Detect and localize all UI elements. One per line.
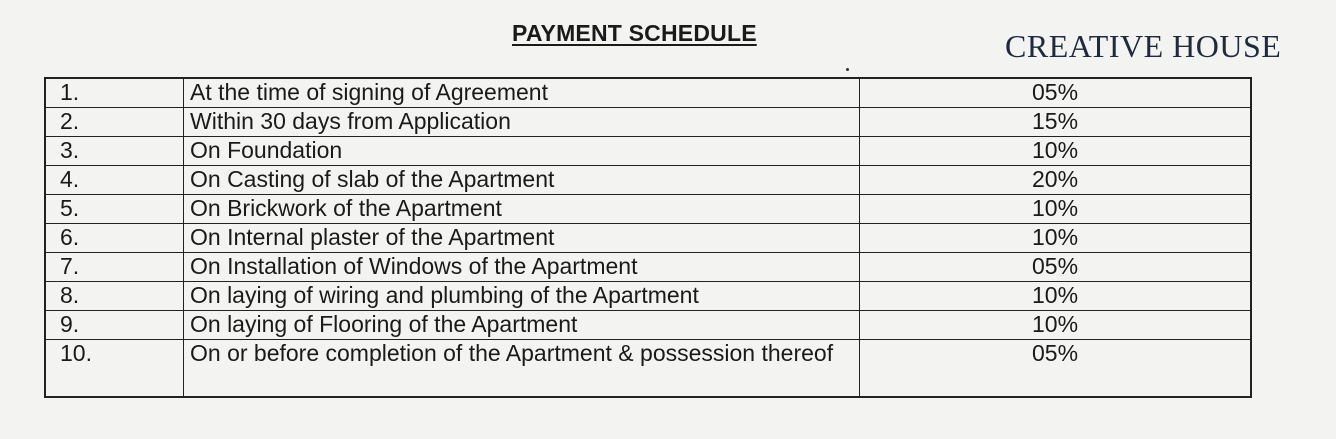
row-number: 1. <box>45 78 184 108</box>
payment-percent: 05% <box>860 253 1252 282</box>
table-row <box>45 195 1251 224</box>
stage-description: On Foundation <box>184 137 860 166</box>
payment-percent: 10% <box>860 137 1252 166</box>
stray-dot <box>846 68 849 71</box>
page-title: PAYMENT SCHEDULE <box>512 20 757 46</box>
table-row <box>45 224 1251 253</box>
table-row <box>45 137 1251 166</box>
stage-description: On laying of Flooring of the Apartment <box>184 311 860 340</box>
stage-description: Within 30 days from Application <box>184 108 860 137</box>
table-row <box>45 253 1251 282</box>
row-number: 9. <box>45 311 184 340</box>
payment-percent: 10% <box>860 311 1252 340</box>
stage-description: On laying of wiring and plumbing of the Apartment <box>184 282 860 311</box>
row-number: 7. <box>45 253 184 282</box>
payment-percent: 20% <box>860 166 1252 195</box>
payment-schedule-table <box>44 77 1252 398</box>
row-number: 10. <box>45 340 184 398</box>
stage-description: On Internal plaster of the Apartment <box>184 224 860 253</box>
row-number: 8. <box>45 282 184 311</box>
stage-description: On or before completion of the Apartment & possession thereof <box>184 340 860 398</box>
table-row <box>45 166 1251 195</box>
brand-name: CREATIVE HOUSE <box>1005 28 1282 64</box>
stage-description: On Casting of slab of the Apartment <box>184 166 860 195</box>
row-number: 3. <box>45 137 184 166</box>
table-row <box>45 108 1251 137</box>
row-number: 5. <box>45 195 184 224</box>
payment-percent: 10% <box>860 282 1252 311</box>
payment-percent: 15% <box>860 108 1252 137</box>
payment-percent: 10% <box>860 224 1252 253</box>
table-row <box>45 282 1251 311</box>
table-row <box>45 311 1251 340</box>
stage-description: On Brickwork of the Apartment <box>184 195 860 224</box>
row-number: 2. <box>45 108 184 137</box>
row-number: 6. <box>45 224 184 253</box>
stage-description: On Installation of Windows of the Apartment <box>184 253 860 282</box>
payment-percent: 05% <box>860 340 1252 398</box>
payment-percent: 05% <box>860 78 1252 108</box>
stage-description: At the time of signing of Agreement <box>184 78 860 108</box>
row-number: 4. <box>45 166 184 195</box>
table-row <box>45 340 1251 398</box>
payment-percent: 10% <box>860 195 1252 224</box>
table-row <box>45 78 1251 108</box>
